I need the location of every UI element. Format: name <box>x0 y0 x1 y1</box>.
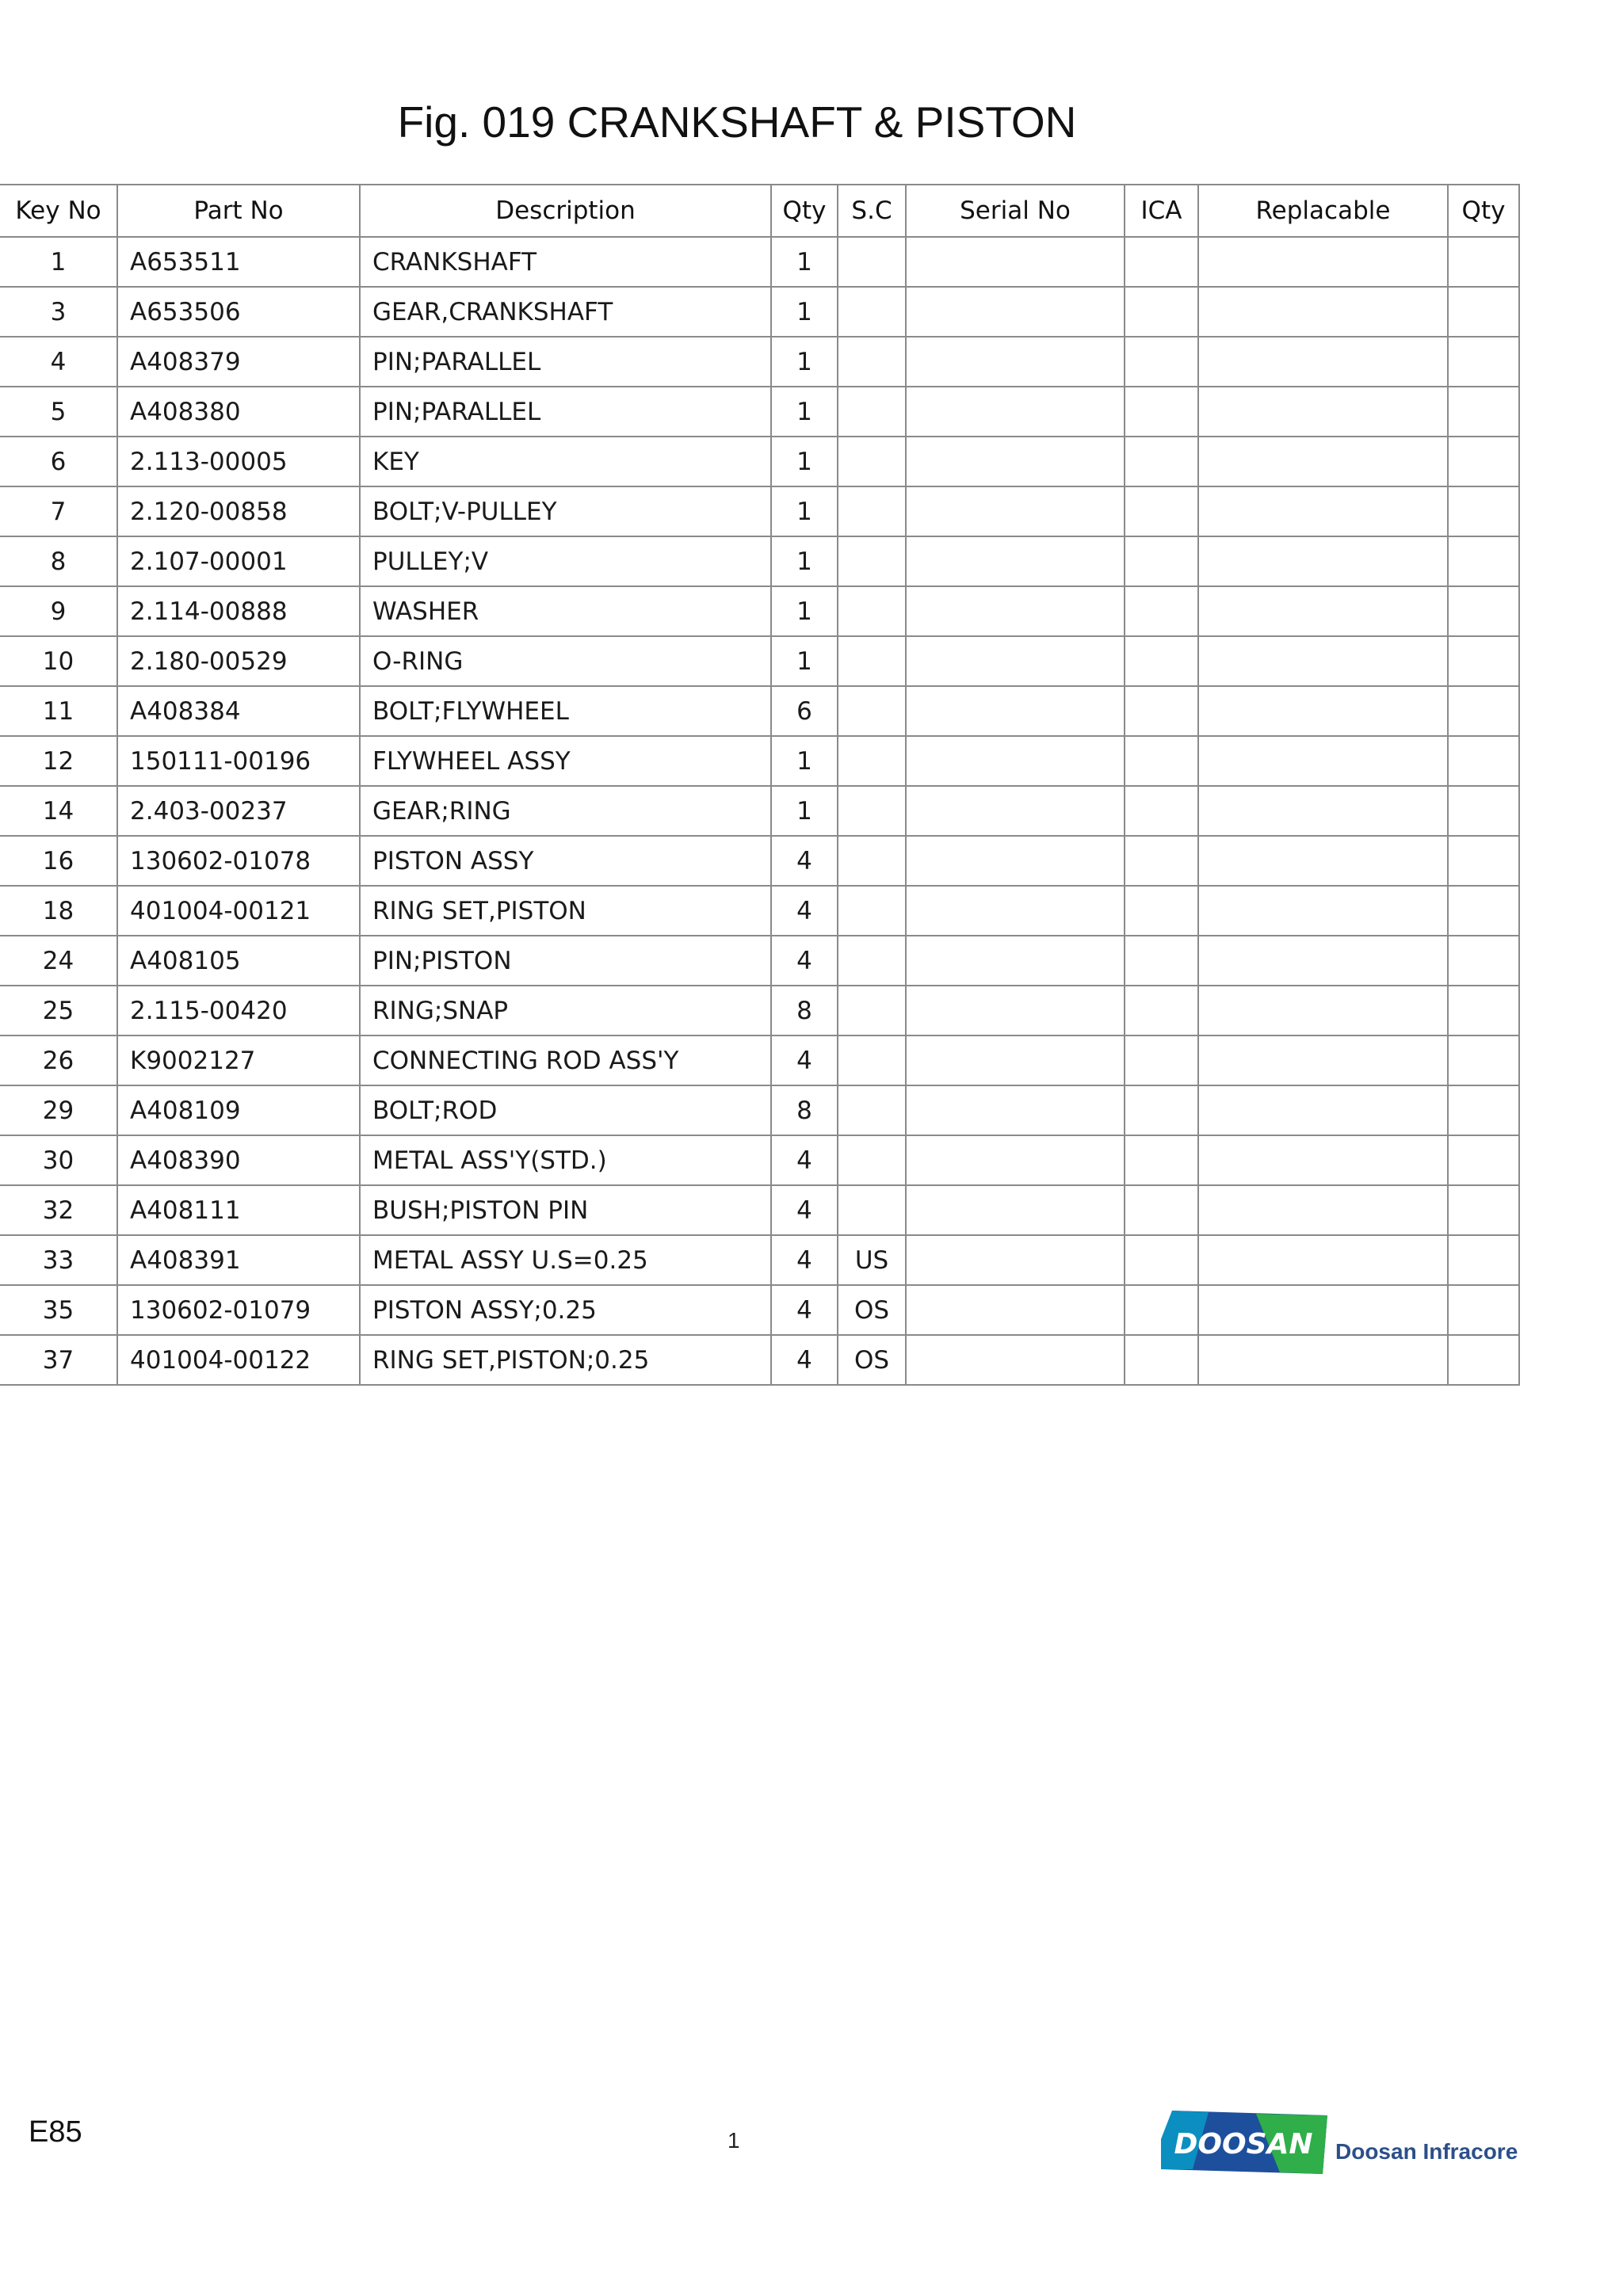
sc-cell <box>838 387 906 437</box>
table-row <box>0 986 1519 1035</box>
ica-cell <box>1125 287 1198 337</box>
qty-cell: 4 <box>771 886 838 936</box>
sc-cell <box>838 836 906 886</box>
serial-no-cell <box>906 636 1125 686</box>
qty-2-cell <box>1448 1185 1519 1235</box>
table-row <box>0 536 1519 586</box>
qty-cell: 1 <box>771 786 838 836</box>
part-no-cell: A408380 <box>117 387 360 437</box>
ica-cell <box>1125 886 1198 936</box>
qty-2-cell <box>1448 437 1519 486</box>
sc-cell <box>838 986 906 1035</box>
replacable-cell <box>1198 936 1448 986</box>
table-row <box>0 886 1519 936</box>
description-cell: PIN;PISTON <box>360 936 771 986</box>
table-row <box>0 387 1519 437</box>
serial-no-cell <box>906 1335 1125 1385</box>
ica-cell <box>1125 686 1198 736</box>
sc-cell <box>838 1085 906 1135</box>
table-row <box>0 337 1519 387</box>
qty-cell: 8 <box>771 986 838 1035</box>
serial-no-cell <box>906 886 1125 936</box>
replacable-cell <box>1198 1135 1448 1185</box>
qty-cell: 1 <box>771 736 838 786</box>
serial-no-cell <box>906 1285 1125 1335</box>
qty-2-cell <box>1448 1335 1519 1385</box>
sc-cell <box>838 636 906 686</box>
sc-cell <box>838 586 906 636</box>
description-cell: KEY <box>360 437 771 486</box>
replacable-cell <box>1198 1085 1448 1135</box>
description-cell: BOLT;ROD <box>360 1085 771 1135</box>
key-no-cell: 12 <box>0 736 117 786</box>
replacable-cell <box>1198 1185 1448 1235</box>
key-no-cell: 14 <box>0 786 117 836</box>
table-header-row <box>0 185 1519 237</box>
part-no-cell: 2.403-00237 <box>117 786 360 836</box>
col-header-key-no: Key No <box>0 185 117 237</box>
page-number: 1 <box>727 2128 740 2153</box>
part-no-cell: 2.113-00005 <box>117 437 360 486</box>
sc-cell <box>838 237 906 287</box>
sc-cell: OS <box>838 1285 906 1335</box>
qty-cell: 4 <box>771 936 838 986</box>
ica-cell <box>1125 486 1198 536</box>
serial-no-cell <box>906 786 1125 836</box>
serial-no-cell <box>906 1085 1125 1135</box>
part-no-cell: A408111 <box>117 1185 360 1235</box>
serial-no-cell <box>906 586 1125 636</box>
replacable-cell <box>1198 686 1448 736</box>
ica-cell <box>1125 536 1198 586</box>
table-row <box>0 1285 1519 1335</box>
serial-no-cell <box>906 686 1125 736</box>
description-cell: GEAR;RING <box>360 786 771 836</box>
qty-cell: 1 <box>771 536 838 586</box>
replacable-cell <box>1198 287 1448 337</box>
qty-2-cell <box>1448 636 1519 686</box>
sc-cell <box>838 686 906 736</box>
part-no-cell: 2.115-00420 <box>117 986 360 1035</box>
sc-cell <box>838 337 906 387</box>
col-header-sc: S.C <box>838 185 906 237</box>
qty-2-cell <box>1448 586 1519 636</box>
qty-cell: 4 <box>771 1185 838 1235</box>
qty-2-cell <box>1448 886 1519 936</box>
description-cell: CRANKSHAFT <box>360 237 771 287</box>
qty-cell: 1 <box>771 237 838 287</box>
qty-2-cell <box>1448 237 1519 287</box>
sc-cell <box>838 1035 906 1085</box>
description-cell: PULLEY;V <box>360 536 771 586</box>
logo-wordmark: DOOSAN <box>1174 2128 1313 2161</box>
description-cell: BOLT;V-PULLEY <box>360 486 771 536</box>
serial-no-cell <box>906 237 1125 287</box>
qty-2-cell <box>1448 1135 1519 1185</box>
ica-cell <box>1125 1235 1198 1285</box>
serial-no-cell <box>906 736 1125 786</box>
serial-no-cell <box>906 287 1125 337</box>
key-no-cell: 26 <box>0 1035 117 1085</box>
sc-cell <box>838 486 906 536</box>
description-cell: CONNECTING ROD ASS'Y <box>360 1035 771 1085</box>
qty-cell: 4 <box>771 1035 838 1085</box>
key-no-cell: 25 <box>0 986 117 1035</box>
qty-cell: 4 <box>771 1335 838 1385</box>
part-no-cell: A653511 <box>117 237 360 287</box>
qty-cell: 1 <box>771 437 838 486</box>
company-name: Doosan Infracore <box>1335 2139 1518 2164</box>
ica-cell <box>1125 437 1198 486</box>
col-header-qty: Qty <box>771 185 838 237</box>
replacable-cell <box>1198 486 1448 536</box>
key-no-cell: 5 <box>0 387 117 437</box>
part-no-cell: A408390 <box>117 1135 360 1185</box>
qty-cell: 1 <box>771 337 838 387</box>
table-row <box>0 1135 1519 1185</box>
serial-no-cell <box>906 1135 1125 1185</box>
col-header-serial-no: Serial No <box>906 185 1125 237</box>
key-no-cell: 4 <box>0 337 117 387</box>
part-no-cell: A408109 <box>117 1085 360 1135</box>
description-cell: FLYWHEEL ASSY <box>360 736 771 786</box>
table-row <box>0 1185 1519 1235</box>
table-row <box>0 836 1519 886</box>
sc-cell <box>838 1185 906 1235</box>
table-row <box>0 586 1519 636</box>
qty-2-cell <box>1448 1085 1519 1135</box>
ica-cell <box>1125 986 1198 1035</box>
key-no-cell: 30 <box>0 1135 117 1185</box>
replacable-cell <box>1198 736 1448 786</box>
replacable-cell <box>1198 586 1448 636</box>
part-no-cell: A408379 <box>117 337 360 387</box>
sc-cell <box>838 936 906 986</box>
description-cell: O-RING <box>360 636 771 686</box>
description-cell: GEAR,CRANKSHAFT <box>360 287 771 337</box>
part-no-cell: 130602-01079 <box>117 1285 360 1335</box>
sc-cell <box>838 536 906 586</box>
key-no-cell: 32 <box>0 1185 117 1235</box>
ica-cell <box>1125 736 1198 786</box>
col-header-ica: ICA <box>1125 185 1198 237</box>
key-no-cell: 3 <box>0 287 117 337</box>
model-code: E85 <box>29 2115 82 2149</box>
table-row <box>0 287 1519 337</box>
col-header-replacable: Replacable <box>1198 185 1448 237</box>
replacable-cell <box>1198 1035 1448 1085</box>
serial-no-cell <box>906 836 1125 886</box>
qty-cell: 8 <box>771 1085 838 1135</box>
key-no-cell: 8 <box>0 536 117 586</box>
serial-no-cell <box>906 1185 1125 1235</box>
key-no-cell: 24 <box>0 936 117 986</box>
table-row <box>0 936 1519 986</box>
ica-cell <box>1125 1335 1198 1385</box>
description-cell: PIN;PARALLEL <box>360 337 771 387</box>
ica-cell <box>1125 1185 1198 1235</box>
replacable-cell <box>1198 1335 1448 1385</box>
col-header-part-no: Part No <box>117 185 360 237</box>
qty-cell: 1 <box>771 287 838 337</box>
parts-table-body <box>0 237 1519 1385</box>
description-cell: PIN;PARALLEL <box>360 387 771 437</box>
table-row <box>0 636 1519 686</box>
qty-2-cell <box>1448 686 1519 736</box>
qty-2-cell <box>1448 287 1519 337</box>
description-cell: WASHER <box>360 586 771 636</box>
qty-cell: 1 <box>771 387 838 437</box>
qty-cell: 4 <box>771 836 838 886</box>
parts-table <box>0 184 1520 1386</box>
qty-2-cell <box>1448 1285 1519 1335</box>
qty-2-cell <box>1448 986 1519 1035</box>
part-no-cell: 2.114-00888 <box>117 586 360 636</box>
replacable-cell <box>1198 387 1448 437</box>
key-no-cell: 33 <box>0 1235 117 1285</box>
part-no-cell: 2.120-00858 <box>117 486 360 536</box>
sc-cell <box>838 786 906 836</box>
qty-2-cell <box>1448 1035 1519 1085</box>
serial-no-cell <box>906 486 1125 536</box>
qty-2-cell <box>1448 337 1519 387</box>
serial-no-cell <box>906 337 1125 387</box>
description-cell: PISTON ASSY <box>360 836 771 886</box>
part-no-cell: 2.107-00001 <box>117 536 360 586</box>
ica-cell <box>1125 1085 1198 1135</box>
description-cell: BUSH;PISTON PIN <box>360 1185 771 1235</box>
serial-no-cell <box>906 387 1125 437</box>
description-cell: METAL ASS'Y(STD.) <box>360 1135 771 1185</box>
ica-cell <box>1125 586 1198 636</box>
ica-cell <box>1125 387 1198 437</box>
serial-no-cell <box>906 536 1125 586</box>
key-no-cell: 18 <box>0 886 117 936</box>
qty-cell: 4 <box>771 1235 838 1285</box>
serial-no-cell <box>906 936 1125 986</box>
serial-no-cell <box>906 437 1125 486</box>
qty-2-cell <box>1448 486 1519 536</box>
replacable-cell <box>1198 237 1448 287</box>
ica-cell <box>1125 1035 1198 1085</box>
part-no-cell: A408391 <box>117 1235 360 1285</box>
key-no-cell: 1 <box>0 237 117 287</box>
table-row <box>0 437 1519 486</box>
key-no-cell: 10 <box>0 636 117 686</box>
part-no-cell: K9002127 <box>117 1035 360 1085</box>
key-no-cell: 35 <box>0 1285 117 1335</box>
ica-cell <box>1125 1285 1198 1335</box>
part-no-cell: A408384 <box>117 686 360 736</box>
key-no-cell: 29 <box>0 1085 117 1135</box>
sc-cell: US <box>838 1235 906 1285</box>
replacable-cell <box>1198 836 1448 886</box>
replacable-cell <box>1198 337 1448 387</box>
key-no-cell: 37 <box>0 1335 117 1385</box>
replacable-cell <box>1198 1235 1448 1285</box>
qty-cell: 1 <box>771 636 838 686</box>
ica-cell <box>1125 636 1198 686</box>
replacable-cell <box>1198 986 1448 1035</box>
sc-cell <box>838 1135 906 1185</box>
table-row <box>0 736 1519 786</box>
replacable-cell <box>1198 886 1448 936</box>
part-no-cell: A653506 <box>117 287 360 337</box>
doosan-logo <box>1161 2107 1327 2177</box>
key-no-cell: 9 <box>0 586 117 636</box>
page-title: Fig. 019 CRANKSHAFT & PISTON <box>397 97 1077 147</box>
table-row <box>0 1235 1519 1285</box>
ica-cell <box>1125 237 1198 287</box>
sc-cell: OS <box>838 1335 906 1385</box>
part-no-cell: 130602-01078 <box>117 836 360 886</box>
qty-cell: 1 <box>771 486 838 536</box>
replacable-cell <box>1198 536 1448 586</box>
qty-2-cell <box>1448 836 1519 886</box>
part-no-cell: A408105 <box>117 936 360 986</box>
replacable-cell <box>1198 636 1448 686</box>
part-no-cell: 150111-00196 <box>117 736 360 786</box>
key-no-cell: 16 <box>0 836 117 886</box>
description-cell: RING;SNAP <box>360 986 771 1035</box>
table-row <box>0 1335 1519 1385</box>
table-row <box>0 1035 1519 1085</box>
description-cell: RING SET,PISTON <box>360 886 771 936</box>
qty-2-cell <box>1448 936 1519 986</box>
sc-cell <box>838 886 906 936</box>
table-row <box>0 686 1519 736</box>
col-header-qty-2: Qty <box>1448 185 1519 237</box>
qty-2-cell <box>1448 736 1519 786</box>
qty-2-cell <box>1448 536 1519 586</box>
table-row <box>0 237 1519 287</box>
description-cell: BOLT;FLYWHEEL <box>360 686 771 736</box>
col-header-description: Description <box>360 185 771 237</box>
replacable-cell <box>1198 786 1448 836</box>
ica-cell <box>1125 786 1198 836</box>
qty-2-cell <box>1448 786 1519 836</box>
table-row <box>0 1085 1519 1135</box>
sc-cell <box>838 287 906 337</box>
key-no-cell: 11 <box>0 686 117 736</box>
replacable-cell <box>1198 1285 1448 1335</box>
table-row <box>0 786 1519 836</box>
key-no-cell: 7 <box>0 486 117 536</box>
qty-2-cell <box>1448 387 1519 437</box>
sc-cell <box>838 736 906 786</box>
sc-cell <box>838 437 906 486</box>
ica-cell <box>1125 936 1198 986</box>
key-no-cell: 6 <box>0 437 117 486</box>
qty-cell: 4 <box>771 1135 838 1185</box>
qty-cell: 1 <box>771 586 838 636</box>
description-cell: RING SET,PISTON;0.25 <box>360 1335 771 1385</box>
ica-cell <box>1125 1135 1198 1185</box>
description-cell: PISTON ASSY;0.25 <box>360 1285 771 1335</box>
replacable-cell <box>1198 437 1448 486</box>
serial-no-cell <box>906 1035 1125 1085</box>
table-row <box>0 486 1519 536</box>
serial-no-cell <box>906 1235 1125 1285</box>
part-no-cell: 2.180-00529 <box>117 636 360 686</box>
qty-2-cell <box>1448 1235 1519 1285</box>
serial-no-cell <box>906 986 1125 1035</box>
part-no-cell: 401004-00122 <box>117 1335 360 1385</box>
part-no-cell: 401004-00121 <box>117 886 360 936</box>
qty-cell: 4 <box>771 1285 838 1335</box>
qty-cell: 6 <box>771 686 838 736</box>
description-cell: METAL ASSY U.S=0.25 <box>360 1235 771 1285</box>
ica-cell <box>1125 836 1198 886</box>
ica-cell <box>1125 337 1198 387</box>
